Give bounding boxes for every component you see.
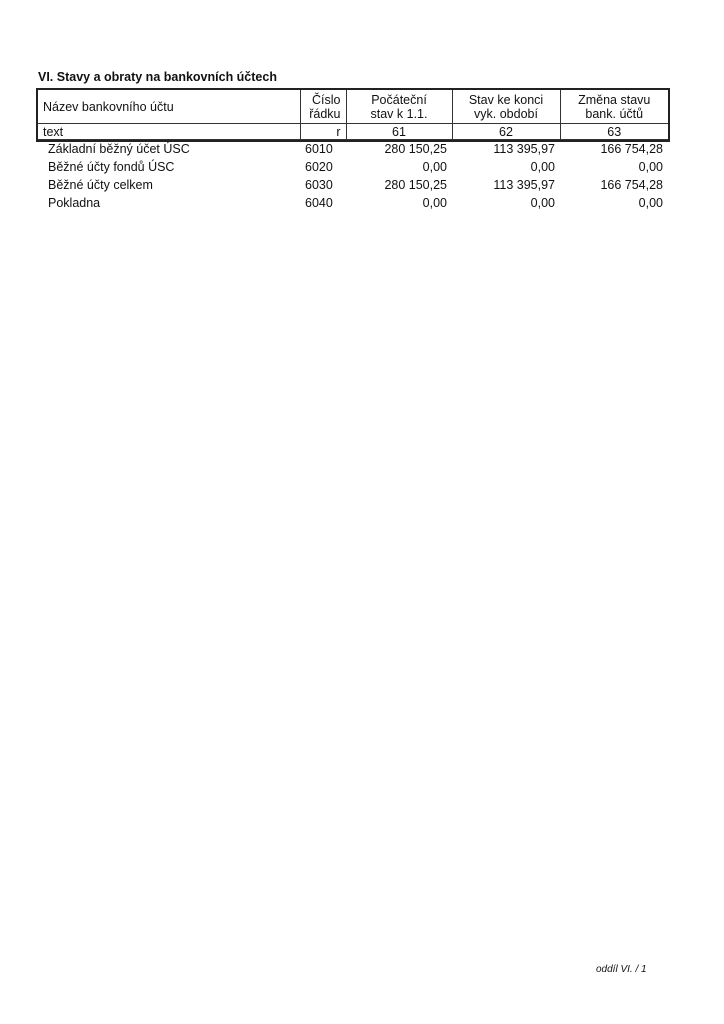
table-row xyxy=(38,176,668,194)
row-number: 6040 xyxy=(305,196,333,210)
code-63: 63 xyxy=(560,124,668,140)
header-end-balance xyxy=(452,90,560,124)
row-balance-change: 0,00 xyxy=(638,160,663,174)
table-body xyxy=(38,140,668,213)
row-account-name: Běžné účty fondů ÚSC xyxy=(48,160,175,174)
header-initial-balance xyxy=(346,90,452,124)
header-row-number-line1: Číslo xyxy=(312,93,341,107)
row-initial-balance: 0,00 xyxy=(422,196,447,210)
header-balance-change-line1: Změna stavu xyxy=(578,93,651,107)
row-balance-change: 166 754,28 xyxy=(600,142,663,156)
row-initial-balance: 280 150,25 xyxy=(384,178,447,192)
row-initial-balance: 0,00 xyxy=(422,160,447,174)
row-number: 6010 xyxy=(305,142,333,156)
header-initial-balance-line2: stav k 1.1. xyxy=(370,107,428,121)
row-end-balance: 0,00 xyxy=(530,160,555,174)
code-62: 62 xyxy=(452,124,560,140)
row-account-name: Základní běžný účet ÚSC xyxy=(48,142,190,156)
header-account-name: Název bankovního účtu xyxy=(38,90,300,124)
table-row xyxy=(38,194,668,212)
header-balance-change xyxy=(560,90,668,124)
page-footer: oddíl VI. / 1 xyxy=(596,964,647,975)
header-initial-balance-line1: Počáteční xyxy=(371,93,427,107)
row-number: 6020 xyxy=(305,160,333,174)
row-number: 6030 xyxy=(305,178,333,192)
row-end-balance: 0,00 xyxy=(530,196,555,210)
header-row-number-line2: řádku xyxy=(309,107,341,121)
row-balance-change: 166 754,28 xyxy=(600,178,663,192)
row-initial-balance: 280 150,25 xyxy=(384,142,447,156)
bank-accounts-table xyxy=(38,90,668,212)
header-end-balance-line2: vyk. období xyxy=(474,107,538,121)
code-61: 61 xyxy=(346,124,452,140)
header-balance-change-line2: bank. účtů xyxy=(585,107,644,121)
table-header xyxy=(38,90,668,140)
code-text: text xyxy=(38,124,300,140)
row-end-balance: 113 395,97 xyxy=(493,178,555,192)
section-title: VI. Stavy a obraty na bankovních účtech xyxy=(38,70,277,84)
row-account-name: Běžné účty celkem xyxy=(48,178,153,192)
row-balance-change: 0,00 xyxy=(638,196,663,210)
code-row: r xyxy=(300,124,346,140)
table-row xyxy=(38,158,668,176)
row-account-name: Pokladna xyxy=(48,196,101,210)
header-end-balance-line1: Stav ke konci xyxy=(468,93,544,107)
table-row xyxy=(38,140,668,159)
header-row-number xyxy=(300,90,346,124)
row-end-balance: 113 395,97 xyxy=(493,142,555,156)
